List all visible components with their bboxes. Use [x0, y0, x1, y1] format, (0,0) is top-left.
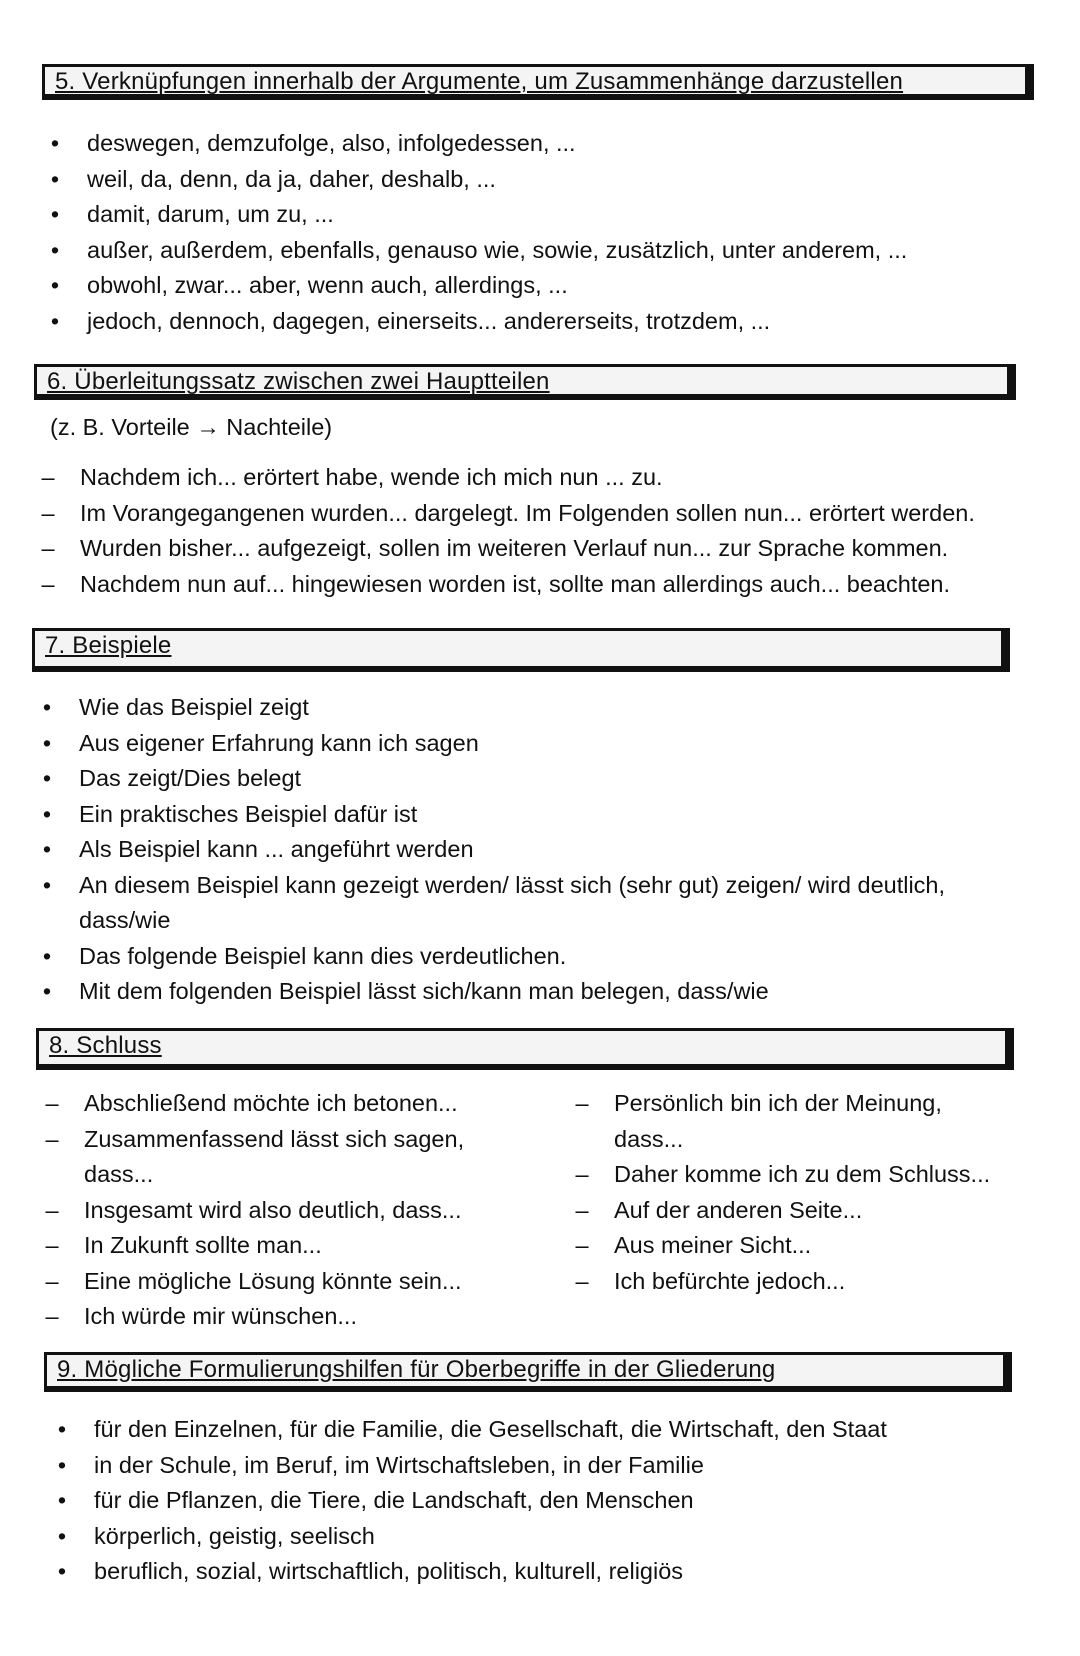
list-item: – Abschließend möchte ich betonen...: [45, 1090, 458, 1116]
list-item: • weil, da, denn, da ja, daher, deshalb, ...: [50, 165, 496, 192]
section-5-list: [50, 126, 908, 339]
section-8-right-list: [575, 1086, 1014, 1299]
section-5-title: 5. Verknüpfungen innerhalb der Argumente, um Zusammenhänge darzustellen: [55, 68, 904, 95]
section-7-list: [42, 690, 1039, 1010]
list-item: • Mit dem folgenden Beispiel lässt sich/kann man belegen, dass/wie: [42, 978, 769, 1004]
list-item: – In Zukunft sollte man...: [45, 1232, 322, 1258]
list-item: • An diesem Beispiel kann gezeigt werden/ lässt sich (sehr gut) zeigen/ wird deutlich, dass/wie: [42, 871, 946, 933]
section-9-heading: [44, 1352, 1012, 1392]
section-7-heading: [32, 628, 1010, 672]
list-item: • Das zeigt/Dies belegt: [42, 765, 302, 791]
list-item: – Wurden bisher... aufgezeigt, sollen im weiteren Verlauf nun... zur Sprache kommen.: [41, 535, 949, 561]
list-item: – Persönlich bin ich der Meinung, dass...: [575, 1090, 942, 1152]
list-item: • Wie das Beispiel zeigt: [42, 694, 309, 720]
list-item: – Eine mögliche Lösung könnte sein...: [45, 1267, 462, 1294]
section-8-heading: [36, 1028, 1014, 1070]
list-item: – Zusammenfassend lässt sich sagen, dass...: [45, 1125, 465, 1187]
list-item: – Im Vorangegangenen wurden... dargelegt. Im Folgenden sollen nun... erörtert werden.: [41, 499, 975, 526]
list-item: • für die Pflanzen, die Tiere, die Landschaft, den Menschen: [57, 1487, 694, 1513]
section-6-title: 6. Überleitungssatz zwischen zwei Hauptteilen: [47, 368, 550, 395]
section-7-title: 7. Beispiele: [45, 632, 172, 659]
list-item: • Aus eigener Erfahrung kann ich sagen: [42, 729, 479, 756]
section-9-title: 9. Mögliche Formulierungshilfen für Oberbegriffe in der Gliederung: [57, 1356, 776, 1383]
list-item: – Nachdem ich... erörtert habe, wende ich mich nun ... zu.: [41, 464, 663, 490]
list-item: – Daher komme ich zu dem Schluss...: [575, 1161, 991, 1187]
section-9-list: [57, 1412, 887, 1590]
list-item: • außer, außerdem, ebenfalls, genauso wie, sowie, zusätzlich, unter anderem, ...: [50, 236, 908, 263]
list-item: • Als Beispiel kann ... angeführt werden: [42, 836, 474, 862]
section-6-note: (z. B. Vorteile → Nachteile): [50, 414, 333, 440]
list-item: – Auf der anderen Seite...: [575, 1196, 863, 1223]
list-item: – Nachdem nun auf... hingewiesen worden ist, sollte man allerdings auch... beachten.: [41, 570, 951, 597]
list-item: – Aus meiner Sicht...: [575, 1232, 812, 1258]
list-item: – Ich würde mir wünschen...: [45, 1303, 357, 1329]
list-item: • körperlich, geistig, seelisch: [57, 1522, 375, 1549]
section-8-left-list: [45, 1086, 514, 1335]
section-8-title: 8. Schluss: [49, 1032, 162, 1059]
list-item: • in der Schule, im Beruf, im Wirtschaftsleben, in der Familie: [57, 1451, 704, 1478]
section-6-heading: [34, 364, 1016, 400]
list-item: • damit, darum, um zu, ...: [50, 201, 334, 227]
list-item: – Ich befürchte jedoch...: [575, 1267, 846, 1294]
list-item: – Insgesamt wird also deutlich, dass...: [45, 1196, 462, 1223]
list-item: • Ein praktisches Beispiel dafür ist: [42, 800, 418, 827]
section-5-heading: [42, 64, 1034, 100]
list-item: • jedoch, dennoch, dagegen, einerseits... andererseits, trotzdem, ...: [50, 307, 771, 334]
list-item: • deswegen, demzufolge, also, infolgedessen, ...: [50, 130, 576, 156]
list-item: • obwohl, zwar... aber, wenn auch, allerdings, ...: [50, 272, 568, 298]
section-6-list: [41, 460, 975, 602]
list-item: • für den Einzelnen, für die Familie, die Gesellschaft, die Wirtschaft, den Staat: [57, 1416, 887, 1442]
list-item: • beruflich, sozial, wirtschaftlich, politisch, kulturell, religiös: [57, 1558, 684, 1584]
list-item: • Das folgende Beispiel kann dies verdeutlichen.: [42, 942, 567, 969]
